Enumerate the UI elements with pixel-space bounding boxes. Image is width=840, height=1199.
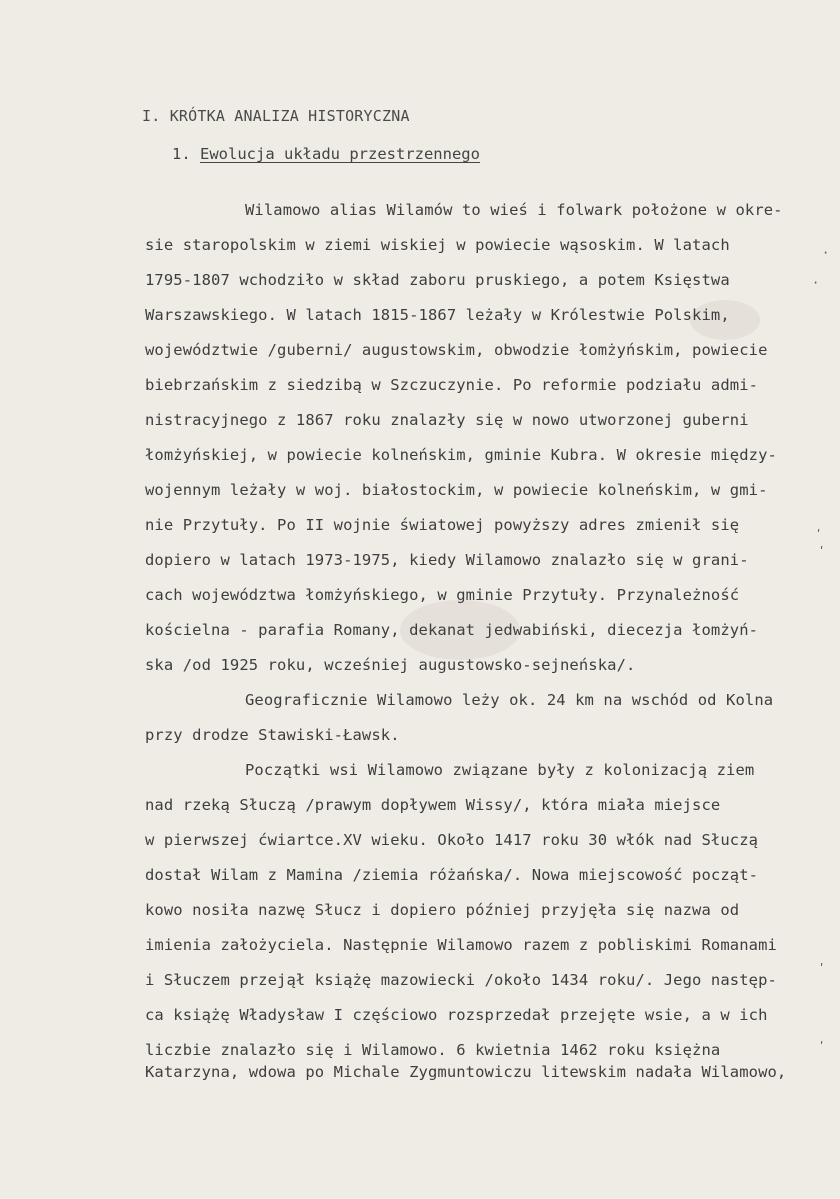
- text-line: liczbie znalazło się i Wilamowo. 6 kwietnia 1462 roku księżna: [145, 1041, 721, 1059]
- text-line: nad rzeką Słuczą /prawym dopływem Wissy/, która miała miejsce: [145, 796, 721, 814]
- text-line: dopiero w latach 1973-1975, kiedy Wilamowo znalazło się w grani-: [145, 551, 749, 569]
- text-line: biebrzańskim z siedzibą w Szczuczynie. Po reformie podziału admi-: [145, 376, 759, 394]
- text-line: kościelna - parafia Romany, dekanat jedwabiński, diecezja łomżyń-: [145, 621, 759, 639]
- text-line: województwie /guberni/ augustowskim, obwodzie łomżyńskim, powiecie: [145, 341, 768, 359]
- subsection-heading: [172, 145, 480, 163]
- subsection-number: 1.: [172, 145, 191, 163]
- subsection-title: Ewolucja układu przestrzennego: [200, 145, 480, 163]
- text-line: i Słuczem przejął książę mazowiecki /około 1434 roku/. Jego następ-: [145, 971, 777, 989]
- text-line: 1795-1807 wchodziło w skład zaboru pruskiego, a potem Księstwa: [145, 271, 730, 289]
- text-line: Katarzyna, wdowa po Michale Zygmuntowiczu litewskim nadała Wilamowo,: [145, 1063, 787, 1081]
- text-line: imienia założyciela. Następnie Wilamowo razem z pobliskimi Romanami: [145, 936, 777, 954]
- text-line: kowo nosiła nazwę Słucz i dopiero później przyjęła się nazwa od: [145, 901, 740, 919]
- text-line: Geograficznie Wilamowo leży ok. 24 km na wschód od Kolna: [245, 691, 774, 709]
- text-line: Wilamowo alias Wilamów to wieś i folwark położone w okre-: [245, 201, 783, 219]
- text-line: w pierwszej ćwiartce.XV wieku. Około 1417 roku 30 włók nad Słuczą: [145, 831, 759, 849]
- text-line: cach województwa łomżyńskiego, w gminie Przytuły. Przynależność: [145, 586, 740, 604]
- margin-dot: ·: [812, 276, 820, 290]
- margin-tick: ʹ: [818, 962, 826, 976]
- text-line: łomżyńskiej, w powiecie kolneńskim, gminie Kubra. W okresie między-: [145, 446, 777, 464]
- margin-dot: ·: [822, 246, 830, 260]
- margin-tick: ʹ: [818, 545, 826, 559]
- text-line: przy drodze Stawiski-Ławsk.: [145, 726, 400, 744]
- text-line: ska /od 1925 roku, wcześniej augustowsko-sejneńska/.: [145, 656, 636, 674]
- margin-tick: ʹ: [818, 1040, 826, 1054]
- text-line: wojennym leżały w woj. białostockim, w powiecie kolneńskim, w gmi-: [145, 481, 768, 499]
- margin-tick: ʹ: [815, 528, 823, 542]
- text-line: nistracyjnego z 1867 roku znalazły się w nowo utworzonej guberni: [145, 411, 749, 429]
- text-line: ca książę Władysław I częściowo rozsprzedał przejęte wsie, a w ich: [145, 1006, 768, 1024]
- section-heading: I. KRÓTKA ANALIZA HISTORYCZNA: [142, 107, 410, 125]
- text-line: sie staropolskim w ziemi wiskiej w powiecie wąsoskim. W latach: [145, 236, 730, 254]
- text-line: Warszawskiego. W latach 1815-1867 leżały w Królestwie Polskim,: [145, 306, 730, 324]
- text-line: dostał Wilam z Mamina /ziemia różańska/. Nowa miejscowość począt-: [145, 866, 759, 884]
- text-line: Początki wsi Wilamowo związane były z kolonizacją ziem: [245, 761, 755, 779]
- text-line: nie Przytuły. Po II wojnie światowej powyższy adres zmienił się: [145, 516, 740, 534]
